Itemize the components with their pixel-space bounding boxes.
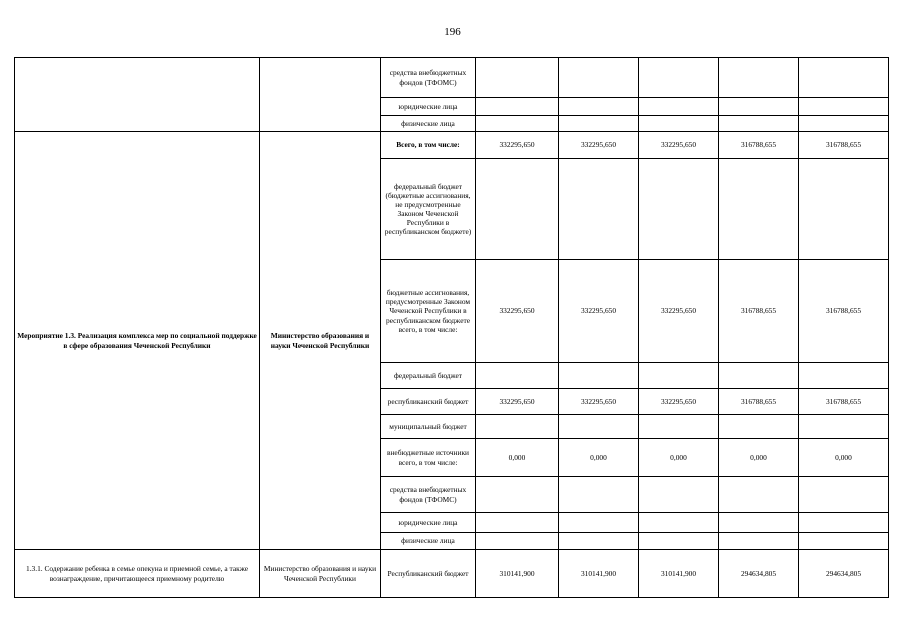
value-cell: 0,000	[476, 439, 559, 477]
table-row	[15, 58, 889, 98]
source-label: внебюджетные источники всего, в том числе:	[381, 439, 476, 477]
source-label: Республиканский бюджет	[381, 550, 476, 598]
executor-cell	[260, 58, 381, 132]
value-cell: 316788,655	[719, 389, 799, 415]
source-label: бюджетные ассигнования, предусмотренные Законом Чеченской Республики в республиканском бюджете всего, в том числе:	[381, 260, 476, 363]
item-name: 1.3.1. Содержание ребенка в семье опекуна и приемной семье, а также вознаграждение, причитающееся приемному родителю	[15, 550, 260, 598]
item-executor: Министерство образования и науки Чеченской Республики	[260, 550, 381, 598]
page-number: 196	[444, 26, 461, 38]
value-cell: 316788,655	[719, 132, 799, 159]
source-label: физические лица	[381, 116, 476, 132]
event-name: Мероприятие 1.3. Реализация комплекса мер по социальной поддержке в сфере образования Чеченской Республики	[15, 132, 260, 550]
value-cell: 316788,655	[719, 260, 799, 363]
source-label: средства внебюджетных фондов (ТФОМС)	[381, 58, 476, 98]
source-label: юридические лица	[381, 513, 476, 533]
value-cell: 316788,655	[799, 132, 889, 159]
table-row	[15, 132, 889, 159]
value-cell: 332295,650	[559, 389, 639, 415]
value-cell: 0,000	[799, 439, 889, 477]
source-label: федеральный бюджет	[381, 363, 476, 389]
value-cell: 0,000	[719, 439, 799, 477]
value-cell: 332295,650	[476, 260, 559, 363]
source-label: юридические лица	[381, 98, 476, 116]
value-cell: 332295,650	[476, 132, 559, 159]
source-label: республиканский бюджет	[381, 389, 476, 415]
table-row	[15, 550, 889, 598]
source-label: федеральный бюджет (бюджетные ассигнования, не предусмотренные Законом Чеченской Республики в республиканском бюджете)	[381, 159, 476, 260]
value-cell: 332295,650	[559, 260, 639, 363]
value-cell: 332295,650	[639, 260, 719, 363]
value-cell: 316788,655	[799, 260, 889, 363]
value-cell: 332295,650	[476, 389, 559, 415]
value-cell: 332295,650	[639, 132, 719, 159]
value-cell: 0,000	[559, 439, 639, 477]
value-cell: 310141,900	[559, 550, 639, 598]
value-cell: 332295,650	[559, 132, 639, 159]
value-cell: 310141,900	[476, 550, 559, 598]
funding-table	[14, 57, 889, 598]
source-label: физические лица	[381, 533, 476, 550]
source-label: муниципальный бюджет	[381, 415, 476, 439]
event-name-cell	[15, 58, 260, 132]
value-cell: 316788,655	[799, 389, 889, 415]
value-cell: 294634,805	[799, 550, 889, 598]
value-cell: 332295,650	[639, 389, 719, 415]
source-label: Всего, в том числе:	[381, 132, 476, 159]
value-cell: 0,000	[639, 439, 719, 477]
value-cell: 294634,805	[719, 550, 799, 598]
source-label: средства внебюджетных фондов (ТФОМС)	[381, 477, 476, 513]
event-executor: Министерство образования и науки Чеченской Республики	[260, 132, 381, 550]
value-cell: 310141,900	[639, 550, 719, 598]
